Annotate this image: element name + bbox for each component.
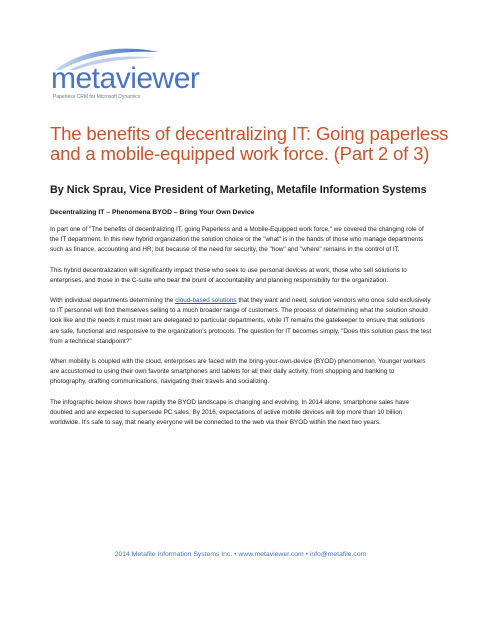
paragraph-5: The infographic below shows how rapidly the BYOD landscape is changing and evolving. In 2014 alone, smartphone sales have doubled and are expected to supersede PC sales. By 2016, expectations of active mobile devices will top more than 10 billion worldwide. It's safe to say, that nearly everyone will be connected to the web via their BYOD within the next two years.: [50, 398, 409, 427]
paragraph-3-rest: that they want and need, solution vendors who once sold exclusively to IT personnel will find themselves selling to a much broader range of customers. The process of determining what the solution should look like and the needs it must meet are delegated to particular departments, while IT remains the gatekeeper to ensure that solutions are safe, functional and responsive to the organization's protocols. The question for IT becomes simply, "Does this solution pass the test from a technical standpoint?": [50, 297, 432, 345]
paragraph-1: In part one of "The benefits of decentralizing IT, going Paperless and a Mobile-Equipped work force," we covered the changing role of the IT department. In this new hybrid organization the solution choice or the "what" is in the hands of those who manage departments such as finance, accounting and HR; but because of the need for security, the "how" and "where" remains in the control of IT.: [50, 226, 424, 254]
cloud-solutions-link[interactable]: cloud-based solutions: [175, 297, 237, 305]
page-footer: 2014 Metafile Information Systems Inc. • www.metaviewer.com • info@metafile.com: [114, 551, 367, 558]
document-title: The benefits of decentralizing IT: Going paperless and a mobile-equipped work force. (Part 2 of 3): [50, 123, 449, 164]
paragraph-3-lead: With individual departments determining the: [50, 297, 176, 305]
logo-tagline: Paperless CRM for Microsoft Dynamics: [53, 94, 141, 100]
paragraph-4: When mobility is coupled with the cloud, enterprises are faced with the bring-your-own-device (BYOD) phenomenon. Younger workers are accustomed to using their own favorite smartphones and tablets for all their daily activity, from shopping and banking to photography, drafting communications, navigating their travels and socializing.: [50, 358, 426, 386]
logo-wordmark: metaviewer: [51, 62, 200, 95]
paragraph-3: [50, 296, 432, 347]
article-body: [50, 225, 432, 438]
paragraph-2: This hybrid decentralization will significantly impact those who seek to use personal devices at work, those who sell solutions to enterprises, and those in the C-suite who bear the brunt of accountability and planning responsibility for the organization.: [50, 266, 407, 284]
metaviewer-logo: [51, 46, 211, 98]
author-byline: By Nick Sprau, Vice President of Marketing, Metafile Information Systems: [50, 184, 427, 196]
section-heading: Decentralizing IT – Phenomena BYOD – Bring Your Own Device: [50, 209, 255, 216]
